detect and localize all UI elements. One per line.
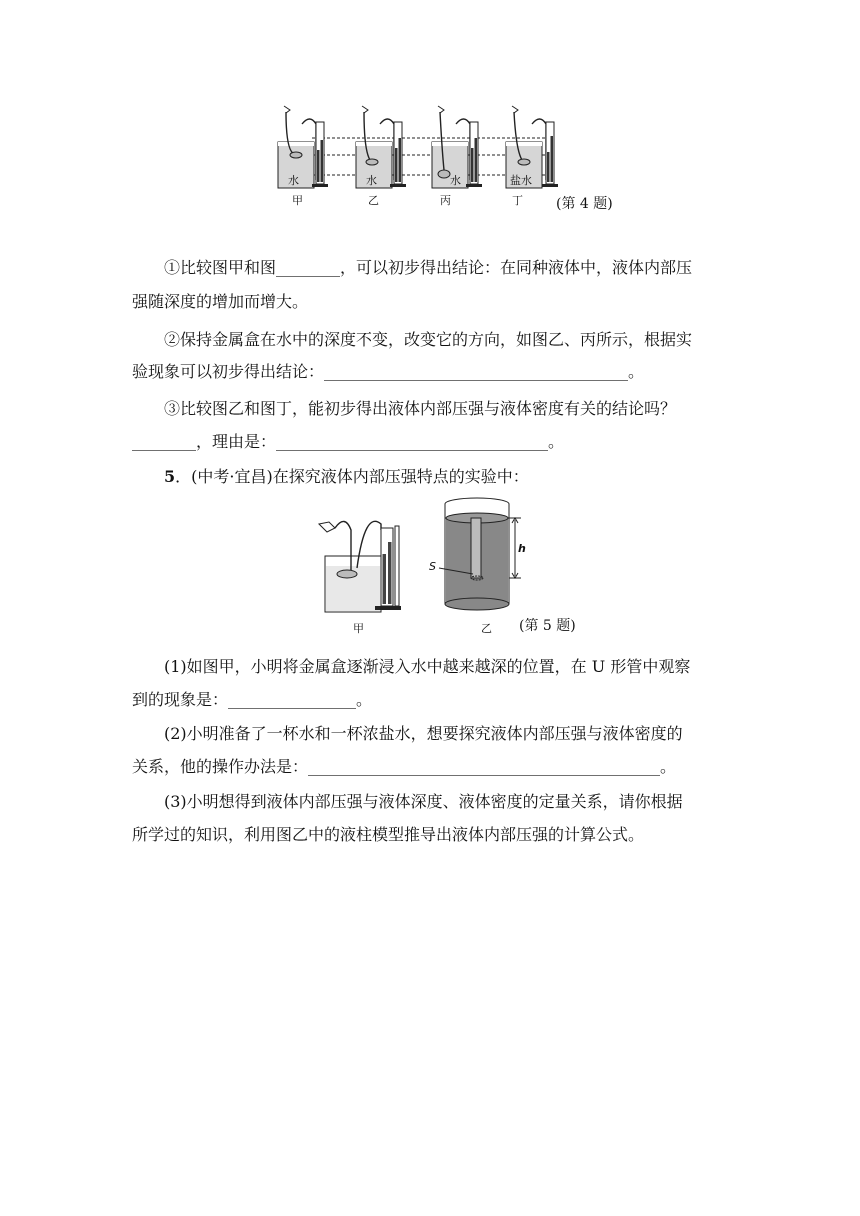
q5-sub3-line2: 所学过的知识，利用图乙中的液柱模型推导出液体内部压强的计算公式。 xyxy=(132,825,645,844)
q4-part3-line2: ________，理由是：__________________________________。 xyxy=(132,432,565,451)
figure-5 xyxy=(305,490,605,640)
q4-part2-line1: ②保持金属盒在水中的深度不变，改变它的方向，如图乙、丙所示，根据实 xyxy=(164,330,693,349)
apparatus-5-yi xyxy=(439,498,521,610)
q4-part2-line2: 验现象可以初步得出结论：______________________________________。 xyxy=(132,362,645,381)
figure-label: 甲 xyxy=(353,622,364,635)
q5-stem xyxy=(164,461,734,493)
q5-sub1-line1: (1)如图甲，小明将金属盒逐渐浸入水中越来越深的位置，在 U 形管中观察 xyxy=(164,657,691,676)
figure-label: 丙 xyxy=(440,194,451,207)
q5-sub1-line2: 到的现象是：________________。 xyxy=(132,690,373,709)
liquid-label: 盐水 xyxy=(510,174,532,187)
liquid-label: 水 xyxy=(366,174,377,187)
q5-sub3-line1: (3)小明想得到液体内部压强与液体深度、液体密度的定量关系，请你根据 xyxy=(164,792,683,811)
s-label: S xyxy=(429,560,436,573)
q5-number: 5 xyxy=(164,467,176,486)
figure-label: 丁 xyxy=(512,194,523,207)
q5-sub2-line2: 关系，他的操作办法是：____________________________________________。 xyxy=(132,757,677,776)
h-label: h xyxy=(518,542,526,555)
q4-part3-line1: ③比较图乙和图丁，能初步得出液体内部压强与液体密度有关的结论吗？ xyxy=(164,399,677,418)
q5-stem-text: ．(中考·宜昌)在探究液体内部压强特点的实验中： xyxy=(175,467,529,486)
figure-label: 甲 xyxy=(292,194,303,207)
q5-sub2-line1: (2)小明准备了一杯水和一杯浓盐水，想要探究液体内部压强与液体密度的 xyxy=(164,724,683,743)
liquid-label: 水 xyxy=(288,174,299,187)
apparatus-5-jia xyxy=(319,521,401,612)
figure-label: 乙 xyxy=(368,194,379,207)
apparatus-yi xyxy=(356,106,406,188)
apparatus-jia xyxy=(278,106,328,188)
figure-caption: (第 4 题) xyxy=(556,196,613,212)
figure-caption: (第 5 题) xyxy=(519,618,576,634)
q4-part1-line2: 强随深度的增加而增大。 xyxy=(132,292,309,311)
figure-4 xyxy=(272,100,632,218)
liquid-label: 水 xyxy=(450,174,461,187)
figure-label: 乙 xyxy=(481,622,492,635)
q4-part1-line1: ①比较图甲和图________，可以初步得出结论：在同种液体中，液体内部压 xyxy=(164,258,693,277)
